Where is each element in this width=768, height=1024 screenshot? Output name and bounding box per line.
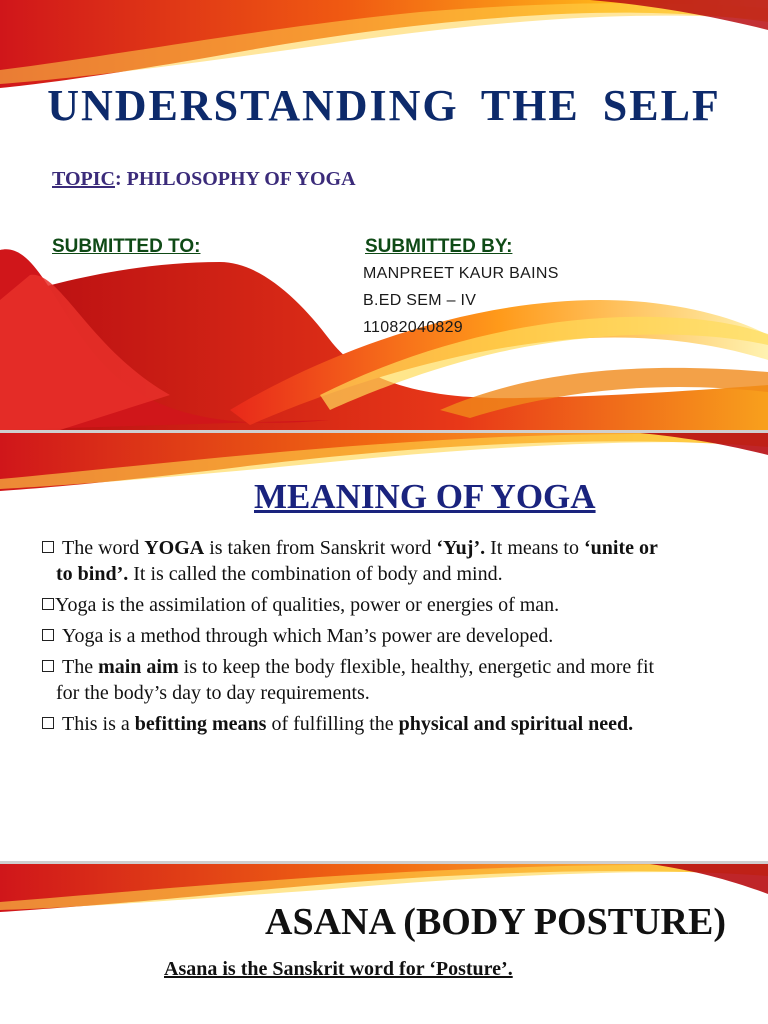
bullet-text: It means to [485,537,584,559]
bullet-text: is to keep the body flexible, healthy, energetic and more fit [178,656,655,678]
hollow-square-bullet-icon [42,629,54,641]
list-item [42,654,742,706]
course-info: B.ED SEM – IV [363,292,477,309]
bullet-text: The word [62,537,145,559]
bullet-text: It is called the combination of body and mind. [128,563,503,585]
bullet-text-bold: physical and spiritual need. [398,713,634,735]
submitted-to-label: SUBMITTED TO: [52,236,201,257]
roll-number: 11082040829 [363,319,463,336]
bullet-text-bold: main aim [98,656,179,678]
hollow-square-bullet-icon [42,717,54,729]
bullet-text-bold: ‘Yuj’. [436,537,486,559]
list-item [42,592,742,618]
list-item [42,623,742,649]
hollow-square-bullet-icon [42,541,54,553]
slide-meaning-of-yoga [0,433,768,861]
slide-subtitle: Asana is the Sanskrit word for ‘Posture’. [164,958,513,980]
topic-line [52,168,356,191]
slide-asana [0,864,768,1024]
bullet-text: of fulfilling the [266,713,399,735]
hollow-square-bullet-icon [42,598,54,610]
list-item [42,711,742,737]
presentation-title: UNDERSTANDING THE SELF [47,81,721,130]
wave-decoration [0,0,768,430]
bullet-text-bold: befitting means [134,713,267,735]
slide-title: MEANING OF YOGA [254,477,596,516]
slide-title [0,0,768,430]
bullet-text-bold: ‘unite or [583,537,658,559]
bullet-continuation [42,561,742,587]
bullet-text: is taken from Sanskrit word [204,537,437,559]
slide-title: ASANA (BODY POSTURE) [265,901,726,943]
bullet-text: Yoga is the assimilation of qualities, power or energies of man. [55,594,560,616]
list-item [42,535,742,587]
bullet-list [42,535,742,742]
submitted-by-label: SUBMITTED BY: [365,236,513,257]
bullet-text: This is a [62,713,135,735]
hollow-square-bullet-icon [42,660,54,672]
topic-value: : PHILOSOPHY OF YOGA [114,168,356,190]
bullet-continuation: for the body’s day to day requirements. [56,682,370,704]
author-name: MANPREET KAUR BAINS [363,265,559,282]
bullet-text-bold: to bind’. [56,563,129,585]
bullet-text: Yoga is a method through which Man’s power are developed. [62,625,554,647]
bullet-text-bold: YOGA [144,537,205,559]
bullet-text: The [62,656,99,678]
topic-label: TOPIC [52,168,115,190]
